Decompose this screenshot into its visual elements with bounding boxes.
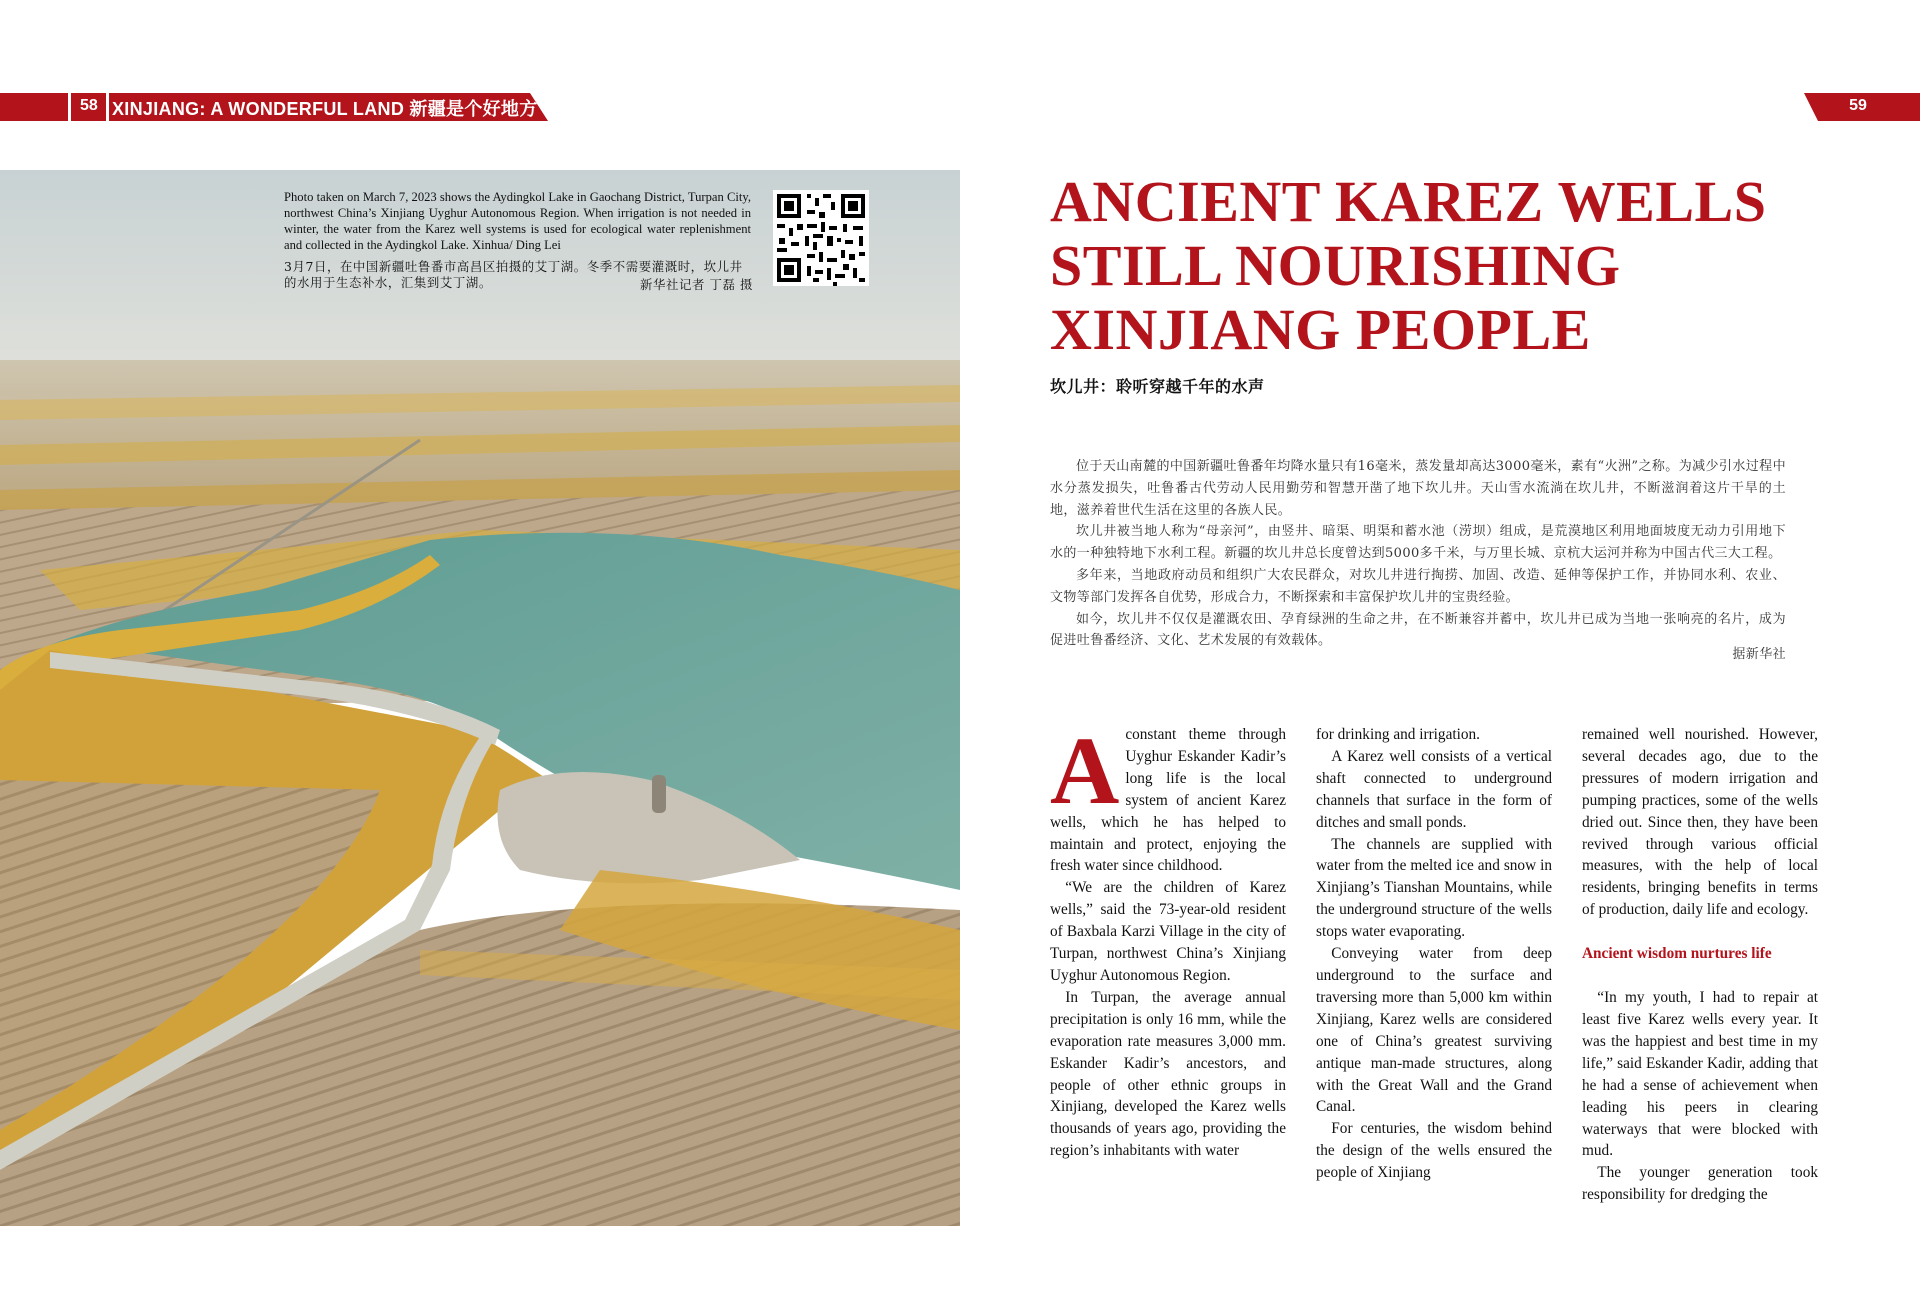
article-paragraph: The channels are supplied with water from the melted ice and snow in Xinjiang’s Tianshan Mountains, while the underground structure of the wells stops water evaporating. xyxy=(1316,835,1552,941)
chinese-summary-paragraph: 多年来，当地政府动员和组织广大农民群众，对坎儿井进行掏捞、加固、改造、延伸等保护工作，并协同水利、农业、文物等部门发挥各自优势，形成合力，不断探索和丰富保护坎儿井的宝贵经验。 xyxy=(1050,567,1786,605)
chinese-summary-source: 据新华社 xyxy=(1732,647,1786,662)
article-paragraph: The younger generation took responsibility for dredging the xyxy=(1582,1164,1818,1204)
article-paragraph: In Turpan, the average annual precipitation is only 16 mm, while the evaporation rate measures 3,000 mm. Eskander Kadir’s ancestors, and people of other ethnic groups in Xinjiang, developed the Karez wells thousands of years ago, providing the region’s inhabitants with water xyxy=(1050,988,1286,1160)
photo-caption-chinese: 3月7日，在中国新疆吐鲁番市高昌区拍摄的艾丁湖。冬季不需要灌溉时，坎儿井的水用于生态补水，汇集到艾丁湖。 xyxy=(284,259,743,290)
article-lead-text: constant theme through Uyghur Eskander Kadir’s long life is the local system of ancient Karez wells, which he has helped to maintain and protect, enjoying the fresh water since childhood. xyxy=(1050,726,1286,875)
article-paragraph: remained well nourished. However, several decades ago, due to the pressures of modern irrigation and pumping practices, some of the wells dried out. Since then, they have been revived through various official measures, with the help of local residents, bringing benefits in terms of production, daily life and ecology. xyxy=(1582,726,1818,919)
article-paragraph: For centuries, the wisdom behind the design of the wells ensured the people of Xinjiang xyxy=(1316,1120,1552,1182)
article-paragraph xyxy=(1050,717,1286,877)
page-number-left: 58 xyxy=(80,97,98,114)
article-paragraph: “We are the children of Karez wells,” said the 73-year-old resident of Baxbala Karzi Village in the city of Turpan, northwest China’s Xinjiang Uyghur Autonomous Region. xyxy=(1050,879,1286,984)
chinese-summary-paragraph: 位于天山南麓的中国新疆吐鲁番年均降水量只有16毫米，蒸发量却高达3000毫米，素有“火洲”之称。为减少引水过程中水分蒸发损失，吐鲁番古代劳动人民用勤劳和智慧开凿了地下坎儿井。天山雪水流淌在坎儿井，不断滋润着这片干旱的土地，滋养着世代生活在这里的各族人民。 xyxy=(1050,459,1786,518)
article-paragraph: “In my youth, I had to repair at least five Karez wells every year. It was the happiest and best time in my life,” said Eskander Kadir, adding that he had a sense of achievement when leading his peers in clearing waterways that were blocked with mud. xyxy=(1582,989,1818,1160)
chinese-summary-paragraph: 如今，坎儿井不仅仅是灌溉农田、孕育绿洲的生命之井，在不断兼容并蓄中，坎儿井已成为当地一张响亮的名片，成为促进吐鲁番经济、文化、艺术发展的有效载体。 xyxy=(1050,611,1786,649)
article-paragraph: Conveying water from deep underground to the surface and traversing more than 5,000 km within Xinjiang, Karez wells are considered one of China’s greatest surviving antique man-made structures, along with the Great Wall and the Grand Canal. xyxy=(1316,945,1552,1116)
photo-caption-credit: 新华社记者 丁磊 摄 xyxy=(640,277,754,292)
article-column-3 xyxy=(1582,724,1818,1206)
qr-code-icon[interactable] xyxy=(773,190,869,286)
article-column-2 xyxy=(1316,724,1552,1184)
article-paragraph: for drinking and irrigation. xyxy=(1316,726,1480,743)
section-title: XINJIANG: A WONDERFUL LAND 新疆是个好地方 xyxy=(112,99,538,119)
photo-illustration xyxy=(0,170,960,1226)
page-number-right: 59 xyxy=(1849,97,1867,114)
article-paragraph: A Karez well consists of a vertical shaft connected to underground channels that surface in the form of ditches and small ponds. xyxy=(1316,747,1552,831)
article-subhead-chinese: 坎儿井：聆听穿越千年的水声 xyxy=(1050,377,1265,396)
article-section-subtitle: Ancient wisdom nurtures life xyxy=(1582,945,1772,963)
photo-caption-english: Photo taken on March 7, 2023 shows the Aydingkol Lake in Gaochang District, Turpan City, northwest China’s Xinjiang Uyghur Autonomous Region. When irrigation is not needed in winter, the water from the Karez well systems is used for ecological water replenishment and collected in the Aydingkol Lake. Xinhua/ Ding Lei xyxy=(284,190,751,252)
chinese-summary xyxy=(1050,456,1786,652)
aerial-lake-photo xyxy=(0,170,960,1226)
drop-cap: A xyxy=(1050,717,1120,824)
qr-code-graphic xyxy=(773,190,869,286)
chinese-summary-paragraph: 坎儿井被当地人称为“母亲河”，由竖井、暗渠、明渠和蓄水池（涝坝）组成，是荒漠地区利用地面坡度无动力引用地下水的一种独特地下水利工程。新疆的坎儿井总长度曾达到5000多千米，与万里长城、京杭大运河并称为中国古代三大工程。 xyxy=(1050,524,1786,562)
article-column-1 xyxy=(1050,717,1286,1162)
article-headline: ANCIENT KAREZ WELLS STILL NOURISHING XINJIANG PEOPLE xyxy=(1050,169,1767,362)
